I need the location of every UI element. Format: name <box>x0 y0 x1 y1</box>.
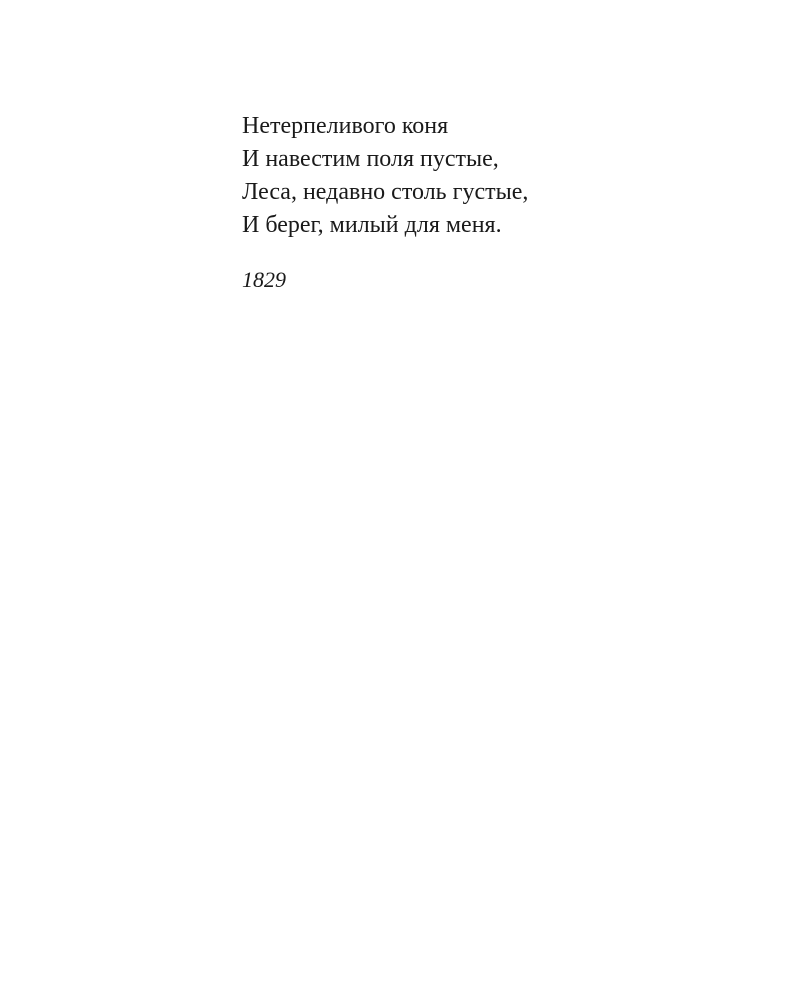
verse-line: Леса, недавно столь густые, <box>242 179 529 205</box>
verse-line: Нетерпеливого коня <box>242 113 449 139</box>
verse-line: И берег, милый для меня. <box>242 212 502 238</box>
poem-stanza <box>242 110 528 242</box>
verse-line: И навестим поля пустые, <box>242 146 499 172</box>
poem-year: 1829 <box>242 267 286 292</box>
